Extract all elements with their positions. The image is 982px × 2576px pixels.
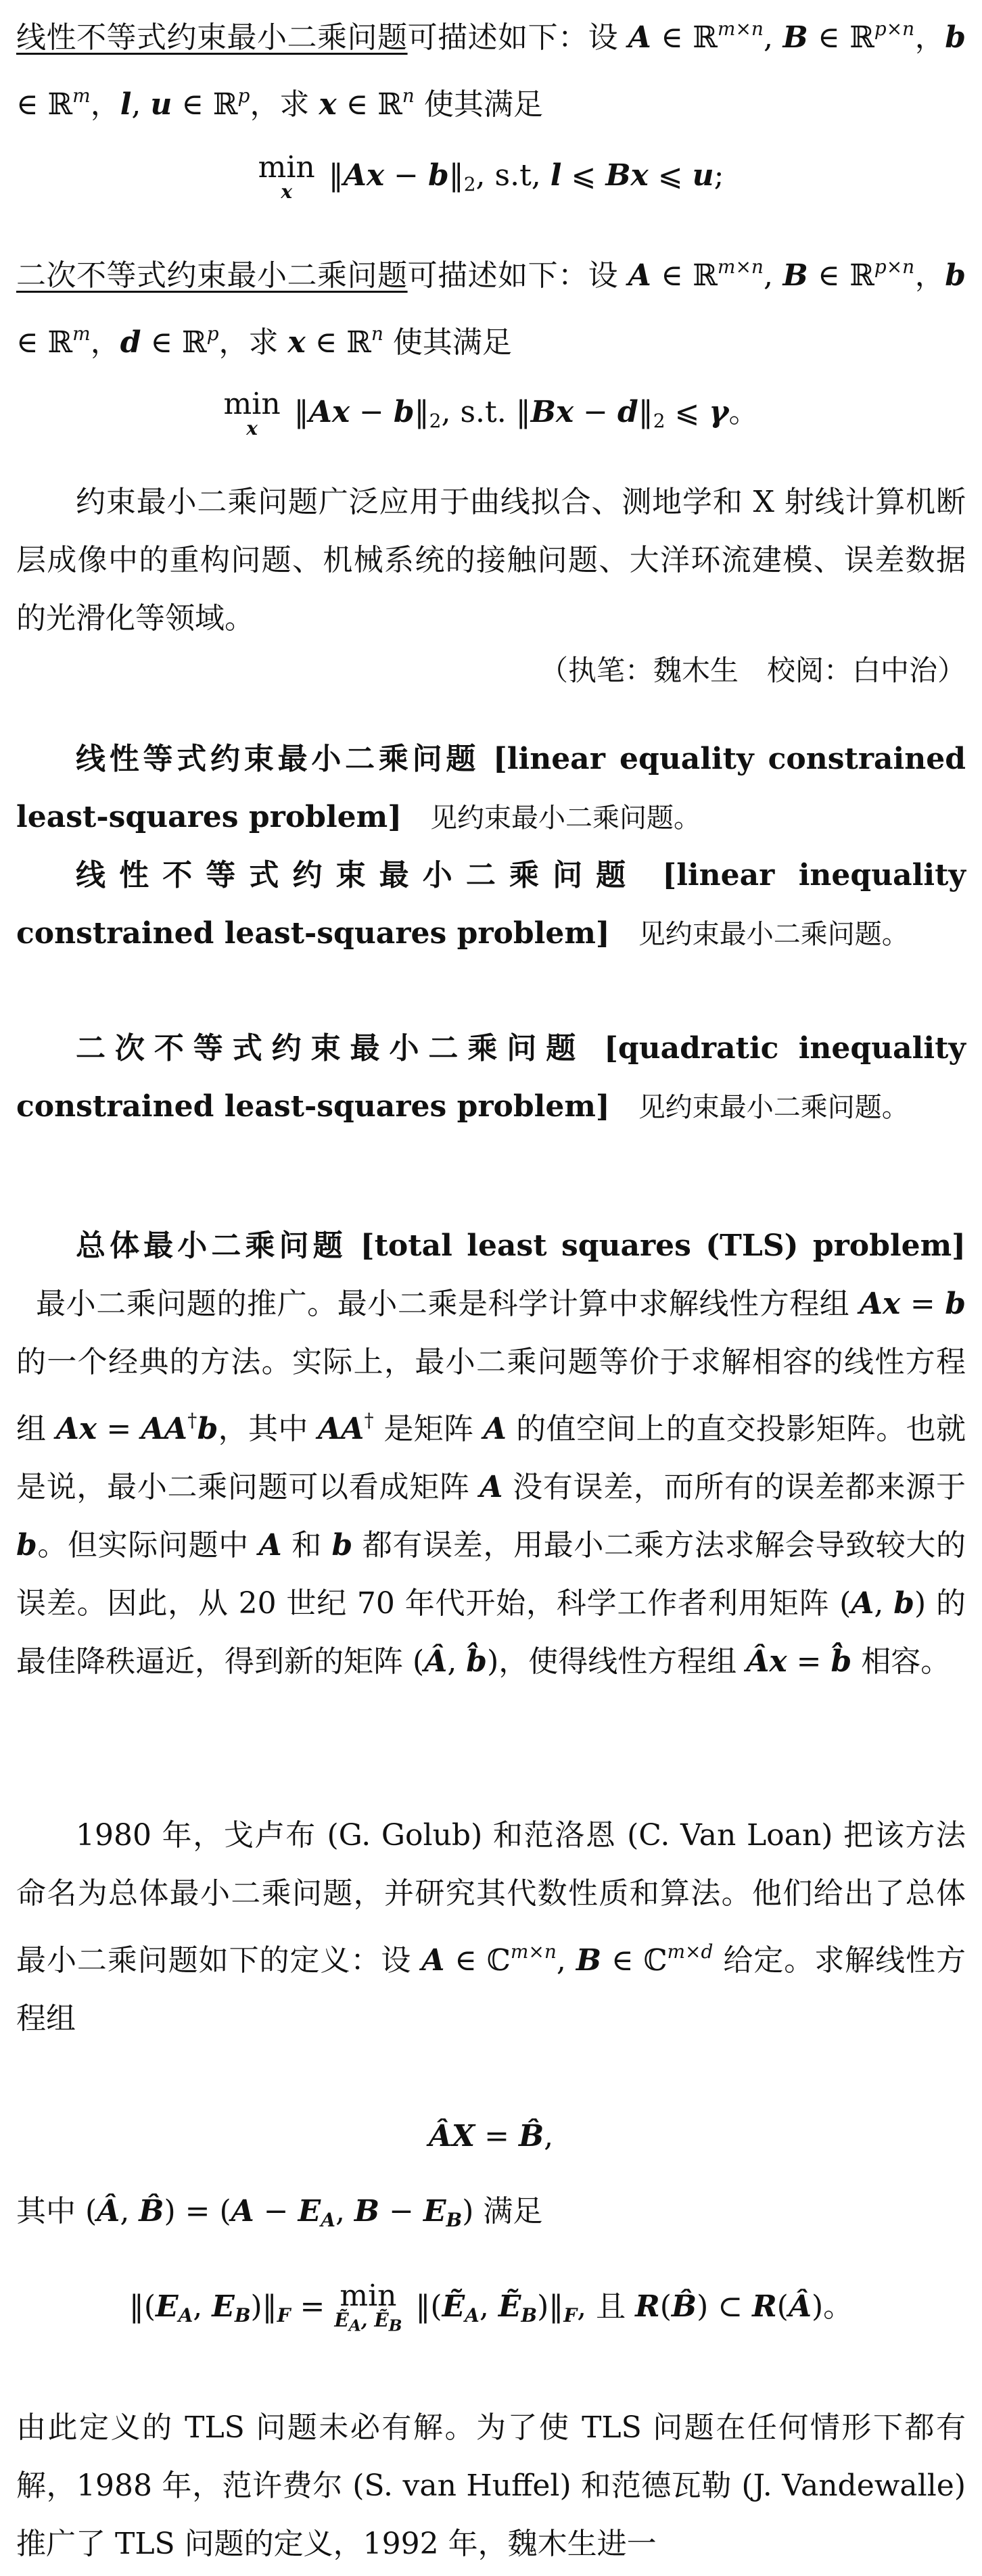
entry-english: [quadratic inequality constrained least-squares problem] (16, 1031, 966, 1124)
entry-quadratic-inequality (16, 1020, 966, 1137)
credits: （执笔：魏木生 校阅：白中治） (539, 654, 966, 687)
entry-term: 线性不等式约束最小二乘问题 (76, 858, 640, 892)
equation-1: min x ‖Ax − $b‖_2$, s.t, l ⩽ Bx ⩽ u; (258, 149, 724, 203)
quadratic-inequality-intro: 可描述如下：设 (407, 258, 628, 293)
linear-inequality-term-ref: 线性不等式约束最小二乘问题 (16, 20, 408, 55)
entry-english: [linear equality constrained least-squares problem] (16, 742, 966, 834)
entry-term: 二次不等式约束最小二乘问题 (76, 1031, 586, 1066)
quadratic-inequality-variables: A ∈ ℝ$^{m\times n}$, B ∈ ℝ$^{p\times n}$，b ∈ ℝ$^m$，d ∈ ℝ$^p$，求 x ∈ ℝ$^n$ 使其满足 (16, 256, 966, 360)
min-operator: min Ẽ$_A$, Ẽ$_B$ (334, 2278, 402, 2335)
entry-term: 线性等式约束最小二乘问题 (76, 742, 480, 776)
entry-linear-equality (16, 730, 966, 847)
entry-see-ref: 见约束最小二乘问题。 (638, 919, 909, 950)
quadratic-inequality-definition (16, 238, 966, 372)
min-operator: min x (223, 386, 281, 439)
equation-4: $‖(E_A$, $E_B)‖_F$ = min Ẽ$_A$, Ẽ$_B$ ‖(Ẽ$_A$, $Ẽ_B)‖_F$, 且 R(B̂) ⊂ R(Â)。 (128, 2278, 854, 2335)
quadratic-inequality-term-ref: 二次不等式约束最小二乘问题 (16, 258, 408, 293)
entry-see-ref: 见约束最小二乘问题。 (430, 803, 701, 834)
entry-english: [total least squares (TLS) problem] (360, 1229, 966, 1263)
applications-paragraph: 约束最小二乘问题广泛应用于曲线拟合、测地学和 X 射线计算机断层成像中的重构问题、机械系统的接触问题、大洋环流建模、误差数据的光滑化等领域。 (16, 485, 966, 636)
entry-linear-inequality (16, 846, 966, 963)
entry-english: [linear inequality constrained least-squares problem] (16, 858, 966, 951)
tls-condition-line: 其中 (Â, B̂) = ($A - E_A$, $B - E_B$) 满足 (16, 2194, 543, 2231)
tls-history-paragraph: 1980 年，戈卢布 (G. Golub) 和范洛恩 (C. Van Loan) 把该方法命名为总体最小二乘问题，并研究其代数性质和算法。他们给出了总体最小二乘问题如下的定义：设 A ∈ ℂ$^{m\times n}$, B ∈ ℂ$^{m\times d}$ 给定。求解线性方程组 (16, 1818, 966, 2036)
linear-inequality-variables: A ∈ ℝ$^{m\times n}$, B ∈ ℝ$^{p\times n}$，b ∈ ℝ$^m$，l, u ∈ ℝ$^p$，求 x ∈ ℝ$^n$ 使其满足 (16, 18, 966, 122)
equation-3: ÂX = B̂, (428, 2119, 554, 2153)
min-operator: min x (258, 149, 315, 203)
equation-2: min x ‖Ax − $b‖_2$, s.t. ‖Bx − $d‖_2$ ⩽ γ。 (223, 386, 759, 439)
linear-inequality-intro: 可描述如下：设 (407, 20, 628, 55)
entry-total-least-squares: 总体最小二乘问题 [total least squares (TLS) problem] 最小二乘问题的推广。最小二乘是科学计算中求解线性方程组 Ax = b 的一个经典的方法。实际上，最小二乘问题等价于求解相容的线性方程组 Ax = AA†b，其中 AA† 是矩阵 A 的值空间上的直交投影矩阵。也就是说，最小二乘问题可以看成矩阵 A 没有误差，而所有的误差都来源于 b。但实际问题中 A 和 b 都有误差，用最小二乘方法求解会导致较大的误差。因此，从 20 世纪 70 年代开始，科学工作者利用矩阵 (A, b) 的最佳降秩逼近，得到新的矩阵 (Â, b̂)，使得线性方程组 Âx = b̂ 相容。 (16, 1229, 966, 1679)
entry-see-ref: 见约束最小二乘问题。 (638, 1092, 909, 1123)
tls-generalization-paragraph: 由此定义的 TLS 问题未必有解。为了使 TLS 问题在任何情形下都有解，1988 年，范许费尔 (S. van Huffel) 和范德瓦勒 (J. Vandewalle) 推广了 TLS 问题的定义，1992 年，魏木生进一 (16, 2410, 966, 2561)
entry-term: 总体最小二乘问题 (76, 1229, 347, 1263)
linear-inequality-definition (16, 0, 966, 134)
